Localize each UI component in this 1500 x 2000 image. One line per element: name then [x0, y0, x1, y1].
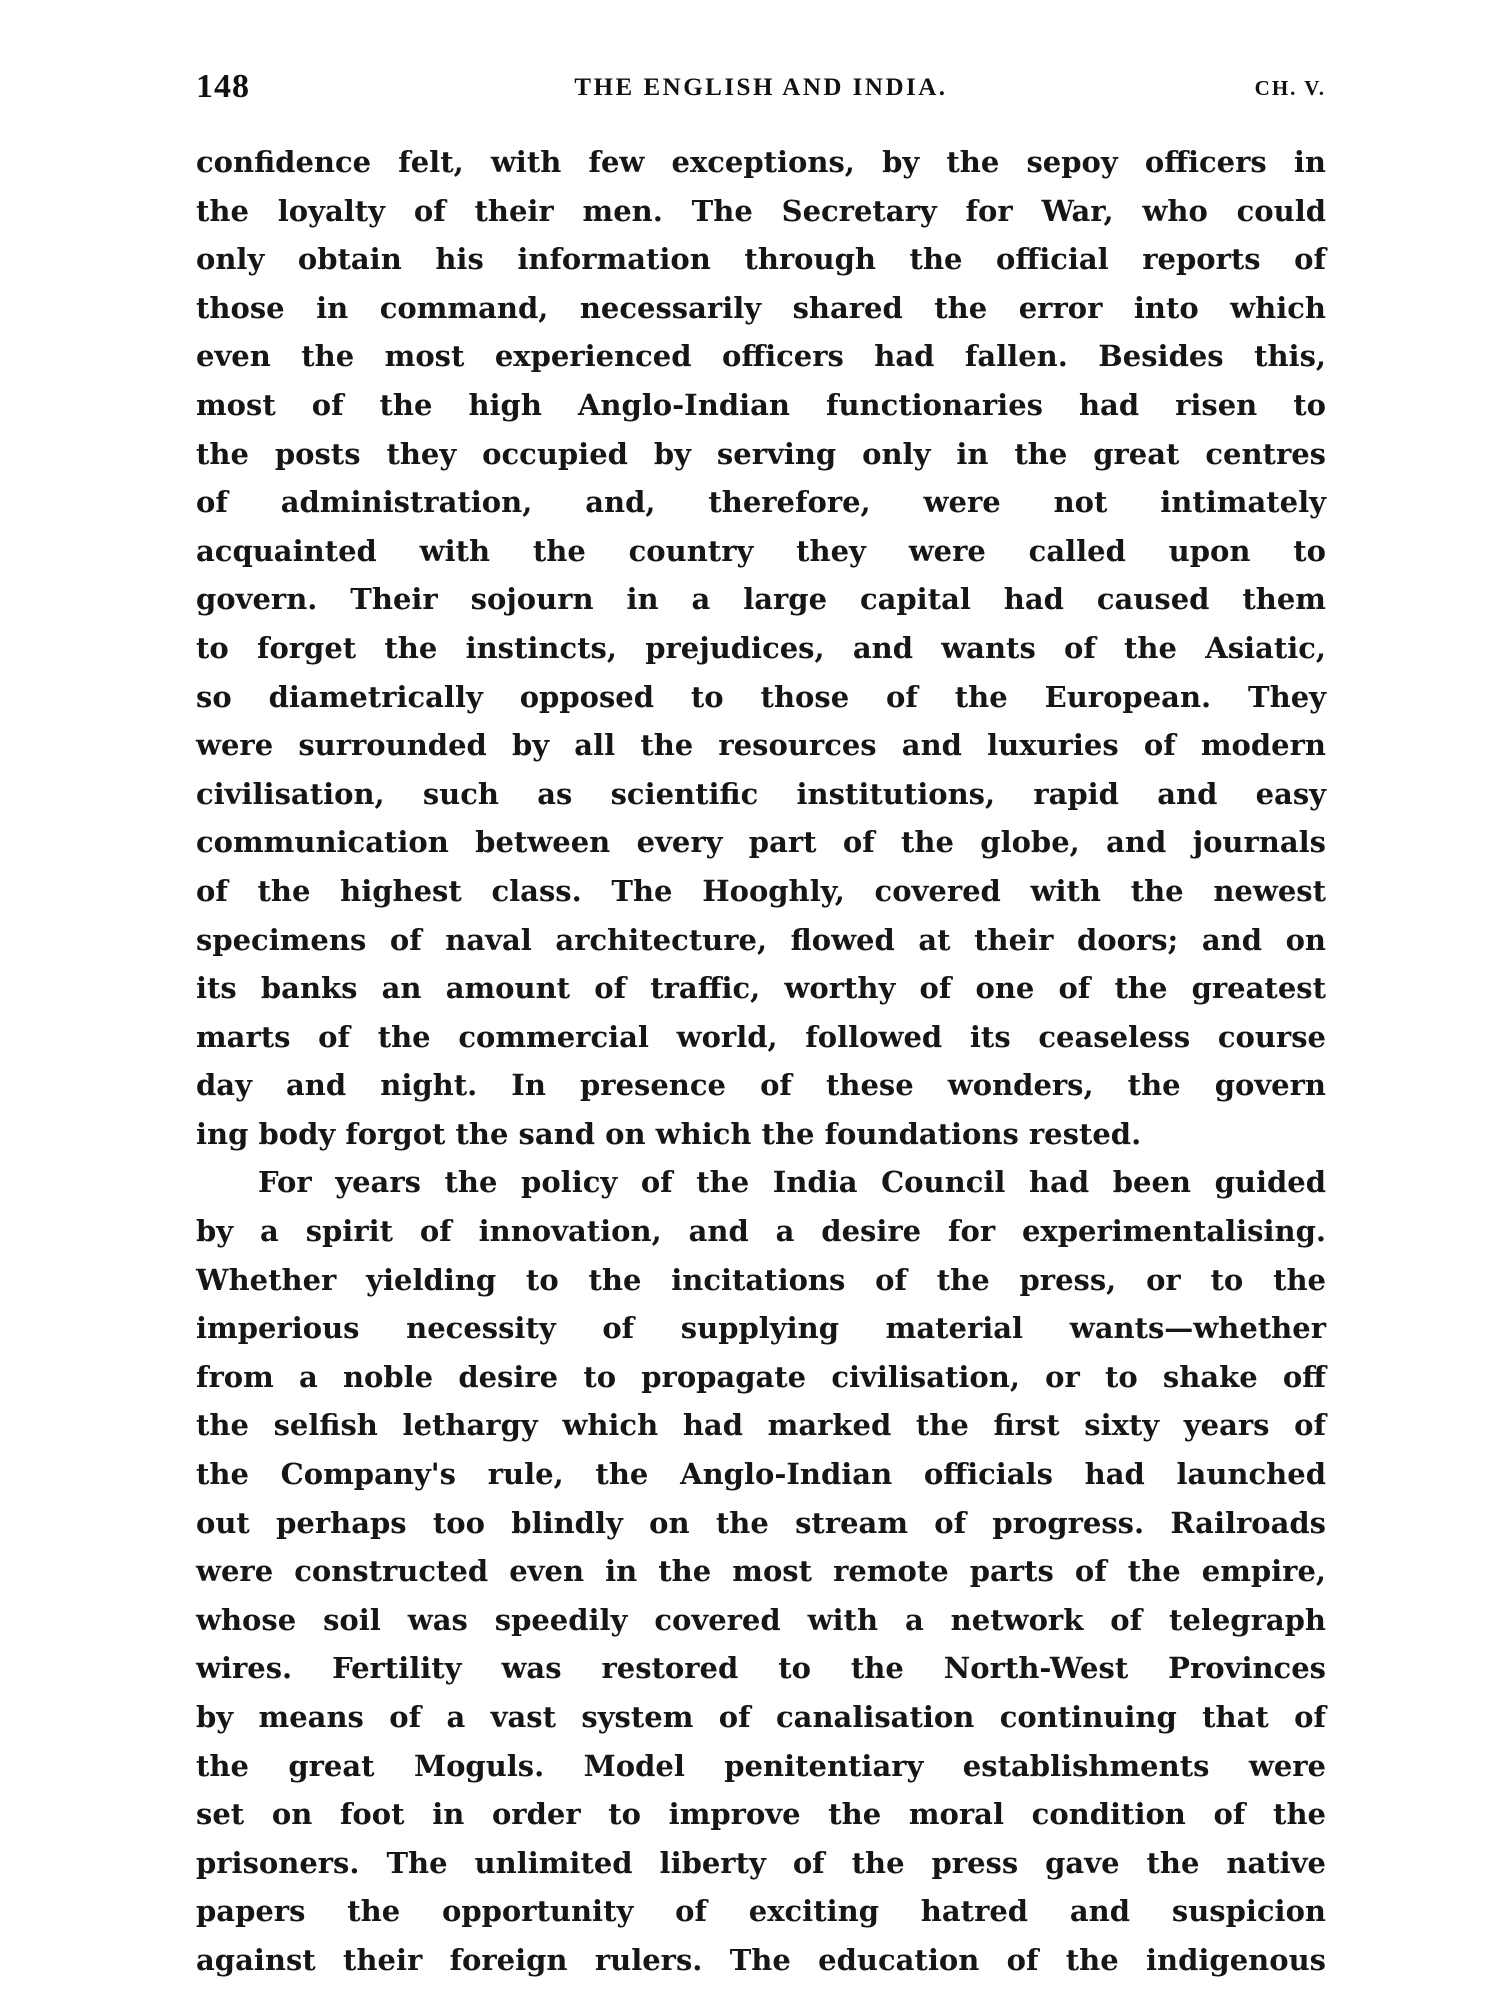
- text-line: were surrounded by all the resources and luxuries of modern: [196, 728, 1326, 763]
- text-line: civilisation, such as scientific institutions, rapid and easy: [196, 776, 1326, 811]
- text-line: papers the opportunity of exciting hatred and suspicion: [196, 1894, 1326, 1929]
- text-line: acquainted with the country they were called upon to: [196, 533, 1326, 568]
- text-line: Whether yielding to the incitations of the press, or to the: [196, 1262, 1326, 1297]
- text-line: the selfish lethargy which had marked the first sixty years of: [196, 1408, 1326, 1443]
- text-line: were constructed even in the most remote parts of the empire,: [196, 1554, 1326, 1589]
- text-line: against their foreign rulers. The education of the indigenous: [196, 1942, 1326, 1977]
- text-line: by means of a vast system of canalisation continuing that of: [196, 1700, 1326, 1734]
- running-title: THE ENGLISH AND INDIA.: [574, 74, 948, 101]
- text-line: even the most experienced officers had fallen. Besides this,: [196, 339, 1326, 374]
- text-line: communication between every part of the globe, and journals: [196, 825, 1326, 860]
- paragraph-2: [196, 1158, 1326, 1984]
- text-line: wires. Fertility was restored to the North-West Provinces: [196, 1651, 1326, 1686]
- text-line: confidence felt, with few exceptions, by the sepoy officers in: [196, 145, 1326, 179]
- text-line: the great Moguls. Model penitentiary establishments were: [196, 1748, 1326, 1783]
- paragraph-1: [196, 138, 1326, 1158]
- running-head: [196, 68, 1326, 112]
- text-line: prisoners. The unlimited liberty of the press gave the native: [196, 1845, 1326, 1880]
- text-line: to forget the instincts, prejudices, and wants of the Asiatic,: [196, 630, 1326, 665]
- page-number: 148: [196, 68, 250, 105]
- text-line: marts of the commercial world, followed its ceaseless course: [196, 1019, 1326, 1054]
- chapter-reference: CH. V.: [1254, 76, 1326, 100]
- text-line: govern. Their sojourn in a large capital had caused them: [196, 582, 1326, 617]
- text-line: out perhaps too blindly on the stream of progress. Railroads: [196, 1505, 1326, 1540]
- text-line: so diametrically opposed to those of the European. They: [196, 679, 1326, 714]
- text-line: day and night. In presence of these wonders, the govern: [196, 1068, 1326, 1103]
- text-line: by a spirit of innovation, and a desire for experimentalising.: [196, 1214, 1326, 1249]
- text-line: the posts they occupied by serving only in the great centres: [196, 436, 1326, 471]
- text-line: those in command, necessarily shared the error into which: [196, 290, 1326, 325]
- text-line: the Company's rule, the Anglo-Indian officials had launched: [196, 1457, 1326, 1492]
- text-line: from a noble desire to propagate civilisation, or to shake off: [196, 1359, 1326, 1394]
- text-line: most of the high Anglo-Indian functionaries had risen to: [196, 387, 1326, 422]
- text-line: of administration, and, therefore, were not intimately: [196, 485, 1326, 520]
- text-line: ing body forgot the sand on which the foundations rested.: [196, 1116, 1142, 1151]
- text-line: its banks an amount of traffic, worthy of one of the greatest: [196, 971, 1326, 1006]
- text-line: specimens of naval architecture, flowed at their doors; and on: [196, 922, 1326, 957]
- text-line: set on foot in order to improve the moral condition of the: [196, 1797, 1326, 1832]
- body-text: [196, 138, 1326, 1985]
- text-line: only obtain his information through the official reports of: [196, 242, 1326, 277]
- text-line: the loyalty of their men. The Secretary for War, who could: [196, 193, 1326, 228]
- text-line: imperious necessity of supplying material wants—whether: [196, 1311, 1326, 1346]
- text-line: For years the policy of the India Council had been guided: [258, 1165, 1326, 1200]
- text-line: of the highest class. The Hooghly, covered with the newest: [196, 873, 1326, 908]
- text-line: whose soil was speedily covered with a network of telegraph: [196, 1602, 1326, 1637]
